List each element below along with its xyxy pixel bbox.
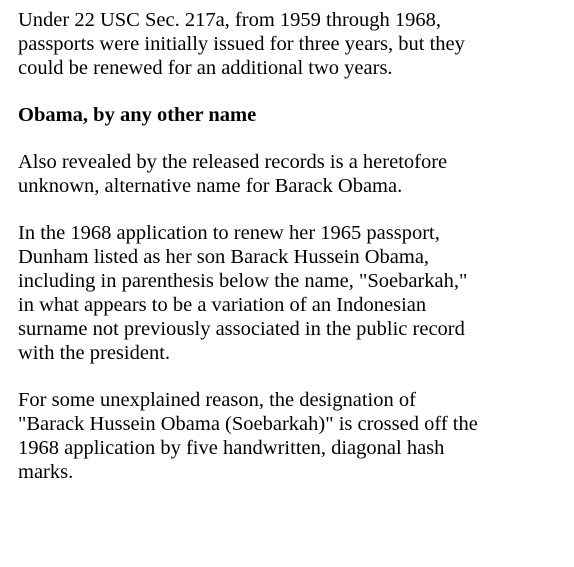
text-line: Dunham listed as her son Barack Hussein Obama, xyxy=(18,246,430,268)
text-line: For some unexplained reason, the designation of xyxy=(18,389,416,411)
text-line: 1968 application by five handwritten, diagonal hash xyxy=(18,437,445,459)
text-line: with the president. xyxy=(18,342,171,364)
paragraph-alternative-name xyxy=(18,150,574,198)
paragraph-spacer xyxy=(18,365,574,388)
text-line: "Barack Hussein Obama (Soebarkah)" is crossed off the xyxy=(18,413,478,435)
paragraph-crossed-off xyxy=(18,388,574,484)
text-line: surname not previously associated in the public record xyxy=(18,318,465,340)
paragraph-passport-renewal xyxy=(18,8,574,80)
paragraph-1968-application xyxy=(18,221,574,365)
text-line: Also revealed by the released records is a heretofore xyxy=(18,151,448,173)
heading-text: Obama, by any other name xyxy=(18,104,257,126)
paragraph-spacer xyxy=(18,127,574,150)
paragraph-spacer xyxy=(18,198,574,221)
text-line: including in parenthesis below the name, "Soebarkah," xyxy=(18,270,468,292)
text-line: Under 22 USC Sec. 217a, from 1959 through 1968, xyxy=(18,9,442,31)
text-line: in what appears to be a variation of an Indonesian xyxy=(18,294,427,316)
text-line: marks. xyxy=(18,461,74,483)
text-line: unknown, alternative name for Barack Obama. xyxy=(18,175,403,197)
paragraph-spacer xyxy=(18,80,574,103)
article-body xyxy=(18,0,574,484)
text-line: passports were initially issued for three years, but they xyxy=(18,33,465,55)
section-heading xyxy=(18,103,574,127)
text-line: could be renewed for an additional two years. xyxy=(18,57,393,79)
text-line: In the 1968 application to renew her 1965 passport, xyxy=(18,222,440,244)
